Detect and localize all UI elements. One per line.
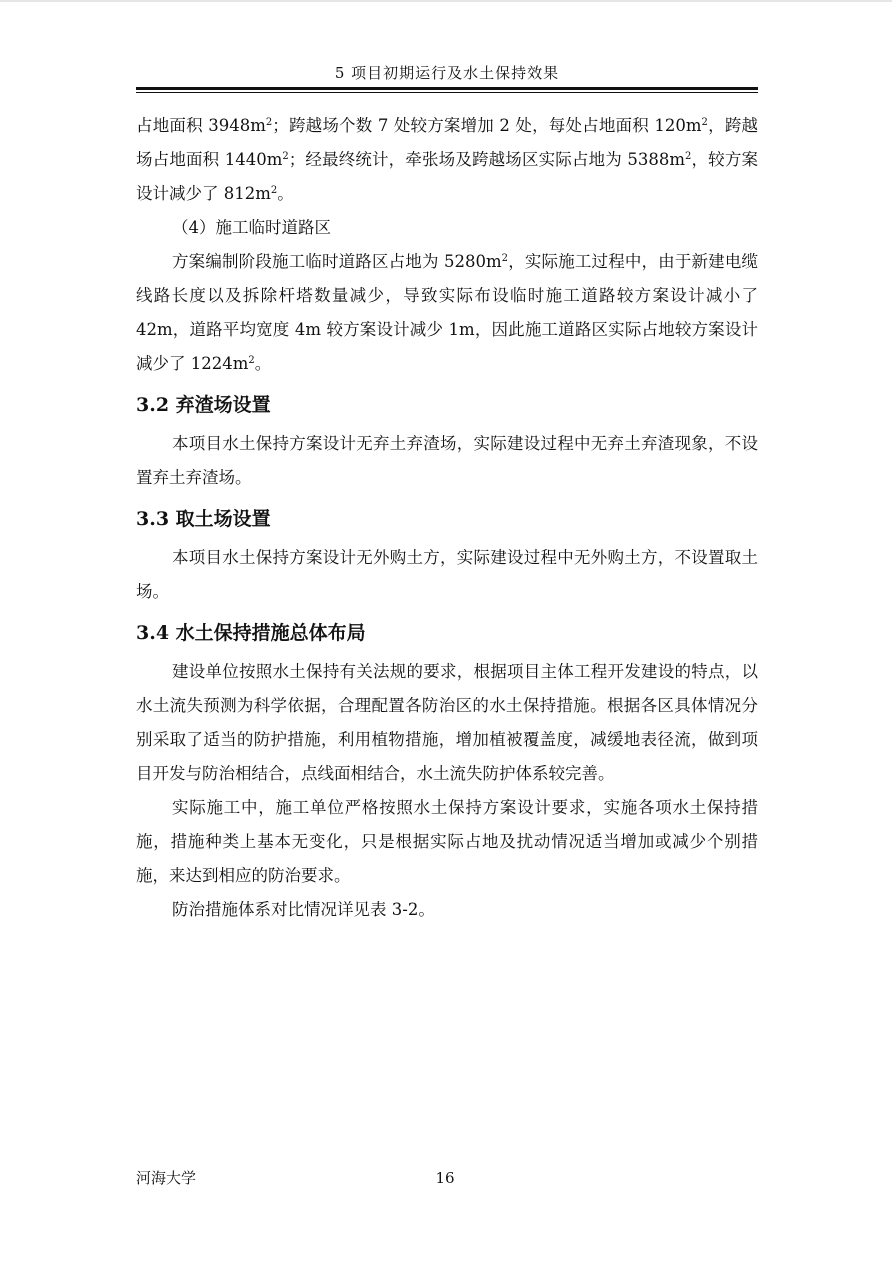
header-rule-thin — [136, 92, 758, 93]
section-3-3-body: 本项目水土保持方案设计无外购土方，实际建设过程中无外购土方，不设置取土场。 — [136, 548, 758, 601]
footer-institution: 河海大学 — [136, 1169, 197, 1187]
page-body — [136, 109, 758, 927]
footer-page-number: 16 — [435, 1169, 455, 1187]
page-top-edge — [0, 0, 892, 2]
header-rule-thick — [136, 87, 758, 90]
section-3-4-paragraph-3: 防治措施体系对比情况详见表 3-2。 — [172, 900, 435, 919]
section-heading-3-3: 3.3 取土场设置 — [136, 508, 271, 530]
section-heading-3-2: 3.2 弃渣场设置 — [136, 394, 271, 416]
paragraph-temporary-road: 方案编制阶段施工临时道路区占地为 $5280m^2$，实际施工过程中，由于新建电缆线路长度以及拆除杆塔数量减少，导致实际布设临时施工道路较方案设计减小了 42m，道路平均宽度 4m 较方案设计减少 1m，因此施工道路区实际占地较方案设计减少了 $1224m^2$。 — [136, 252, 759, 373]
section-heading-3-4: 3.4 水土保持措施总体布局 — [136, 622, 366, 644]
subsection-label-temporary-road: （4）施工临时道路区 — [172, 218, 331, 237]
section-3-2-body: 本项目水土保持方案设计无弃土弃渣场，实际建设过程中无弃土弃渣现象，不设置弃土弃渣场。 — [136, 434, 758, 487]
paragraph-land-area: 占地面积 $3948m^2$；跨越场个数 7 处较方案增加 2 处，每处占地面积 $120m^2$，跨越场占地面积 $1440m^2$；经最终统计，牵张场及跨越场区实际占地为 $5388m^2$，较方案设计减少了 $812m^2$。 — [136, 116, 759, 203]
running-header: 5 项目初期运行及水土保持效果 — [334, 64, 560, 82]
section-3-4-paragraph-1: 建设单位按照水土保持有关法规的要求，根据项目主体工程开发建设的特点，以水土流失预测为科学依据，合理配置各防治区的水土保持措施。根据各区具体情况分别采取了适当的防护措施，利用植物措施，增加植被覆盖度，减缓地表径流，做到项目开发与防治相结合，点线面相结合，水土流失防护体系较完善。 — [136, 662, 758, 783]
section-3-4-paragraph-2: 实际施工中，施工单位严格按照水土保持方案设计要求，实施各项水土保持措施，措施种类上基本无变化，只是根据实际占地及扰动情况适当增加或减少个别措施，来达到相应的防治要求。 — [136, 798, 758, 885]
